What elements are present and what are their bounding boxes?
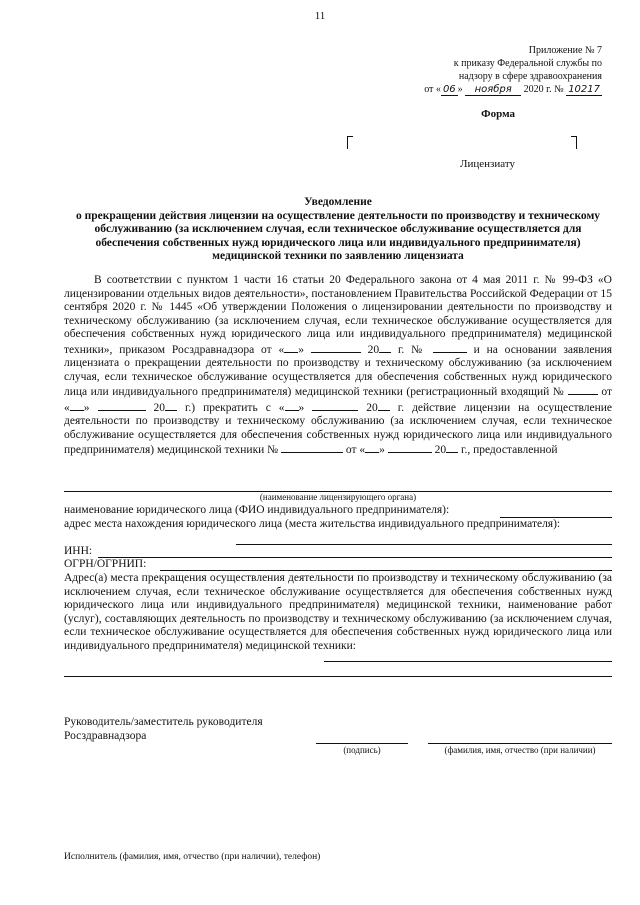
body-text-d: г. №	[391, 343, 426, 356]
order-number: 10217	[568, 84, 600, 95]
body-text-h: 20	[145, 401, 165, 414]
appendix-block	[412, 44, 602, 96]
notice-body	[64, 274, 612, 458]
notice-title-line1: Уведомление	[304, 196, 372, 208]
address-field-label: адрес места нахождения юридического лица (места жительства индивидуального предпринимателя):	[64, 518, 561, 530]
signatory-name-line[interactable]	[428, 743, 612, 744]
appendix-date-line	[412, 83, 602, 96]
org-caption: (наименование лицензирующего органа)	[259, 492, 417, 502]
date-year: 2020 г. №	[523, 84, 564, 95]
activity-address-line-2[interactable]	[64, 676, 612, 677]
body-text-m: от «	[343, 444, 366, 456]
address-corner-left	[347, 136, 353, 149]
inn-field-line[interactable]	[98, 557, 612, 558]
notice-title	[64, 196, 612, 264]
body-text-c: 20	[360, 343, 380, 356]
signatory-position-line1: Руководитель/заместитель руководителя	[64, 716, 263, 728]
activity-address-line-1[interactable]	[324, 661, 612, 662]
body-text-g: »	[83, 401, 98, 414]
appendix-line2: к приказу Федеральной службы по	[453, 58, 602, 69]
licensee-label: Лицензиату	[460, 158, 515, 170]
page-number: 11	[314, 10, 326, 22]
ogrn-row	[64, 558, 146, 570]
inn-label: ИНН:	[64, 545, 93, 557]
body-text-b: »	[298, 343, 311, 356]
ogrn-label: ОГРН/ОГРНИП:	[64, 558, 147, 570]
activity-address-block	[64, 572, 612, 653]
address-field-row	[64, 518, 612, 532]
appendix-line1: Приложение № 7	[528, 45, 602, 56]
address-field-line[interactable]	[236, 544, 612, 545]
appendix-line3: надзору в сфере здравоохранения	[458, 71, 602, 82]
body-text-p: г., предоставленной	[458, 444, 558, 456]
body-text-f: от «	[64, 386, 612, 414]
signatory-block	[64, 715, 263, 743]
signature-line[interactable]	[316, 743, 408, 744]
body-text-l: г. действие лицензии на осуществление деятельности по производству и техническому обслуживанию (за исключением случая, если техническое обслуживание осуществляется для обеспечения собственных нужд юридического лица или индивидуального предпринимателя) медицинской техники №	[64, 401, 613, 456]
name-field-row	[64, 504, 612, 516]
body-text-j: »	[298, 401, 313, 414]
date-day: 06	[442, 84, 456, 95]
form-label: Форма	[481, 108, 515, 120]
executor-line: Исполнитель (фамилия, имя, отчество (при наличии), телефон)	[64, 852, 321, 862]
date-prefix: от «	[424, 84, 441, 95]
date-month: ноября	[465, 84, 521, 96]
ogrn-field-line[interactable]	[160, 570, 612, 571]
body-paragraph	[64, 274, 612, 458]
body-text-e: и на основании заявления лицензиата о прекращении деятельности по производству и техническому обслуживанию (за исключением случая, если техническое обслуживание осуществляется для обеспечения собственных нужд юридического лица или индивидуального предпринимателя) медицинской техники (регистрационный входящий №	[64, 343, 613, 398]
signature-caption: (подпись)	[343, 745, 381, 755]
activity-address-label: Адрес(а) места прекращения осуществления деятельности по производству и техническому обслуживанию (за исключением случая, если техническое обслуживание осуществляется для обеспечения собственных нужд юридического лица или индивидуального предпринимателя) медицинской техники, наименование работ (услуг), составляющих деятельность по производству и техническому обслуживанию (за исключением случая, если техническое обслуживание осуществляется для обеспечения собственных нужд юридического лица или индивидуального предпринимателя) медицинской техники:	[64, 572, 612, 652]
signatory-name-caption: (фамилия, имя, отчество (при наличии)	[444, 745, 596, 755]
body-text-i: г.) прекратить с «	[177, 401, 285, 414]
inn-row	[64, 545, 92, 557]
date-mid: »	[457, 84, 463, 95]
body-text-a: В соответствии с пунктом 1 части 16 статьи 20 Федерального закона от 4 мая 2011 г. № 99-ФЗ «О лицензировании отдельных видов деятельности», постановлением Правительства Российской Федерации от 15 сентября 2020 г. № 1445 «Об утверждении Положения о лицензировании деятельности по производству и техническому обслуживанию (за исключением случая, если техническое обслуживание осуществляется для обеспечения собственных нужд юридического лица или индивидуального предпринимателя) медицинской техники», приказом Росздравнадзора от «	[64, 274, 612, 356]
body-text-k: 20	[358, 401, 378, 414]
address-corner-right	[571, 136, 577, 149]
body-text-n: »	[379, 444, 388, 456]
signatory-position-line2: Росздравнадзора	[64, 730, 147, 742]
body-text-o: 20	[434, 444, 447, 456]
name-field-label: наименование юридического лица (ФИО индивидуального предпринимателя):	[64, 504, 450, 516]
notice-title-line2: о прекращении действия лицензии на осуществление деятельности по производству и техническому обслуживанию (за исключением случая, если техническое обслуживание осуществляется для обеспечения собственных нужд юридического лица или индивидуального предпринимателя) медицинской техники по заявлению лицензиата	[75, 209, 601, 262]
